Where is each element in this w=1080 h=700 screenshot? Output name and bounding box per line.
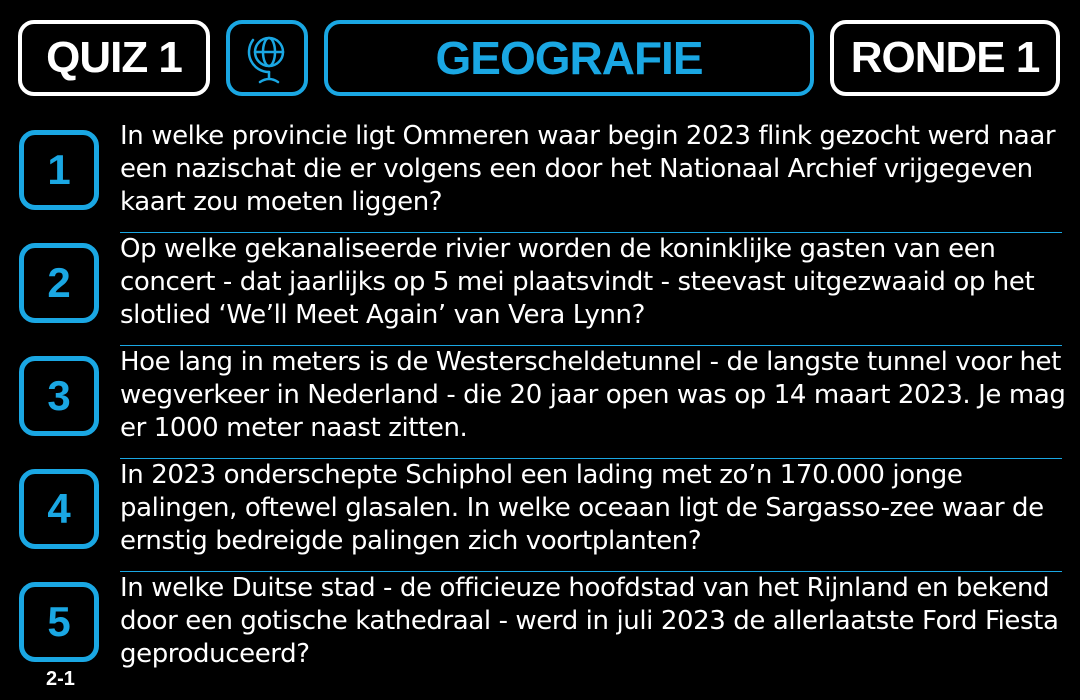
question-number: 2 xyxy=(19,243,99,323)
question-text: In 2023 onderschepte Schiphol een lading met zo’n 170.000 jonge palingen, oftewel glasalen. In welke oceaan ligt de Sargasso-zee waar de ernstig bedreigde palingen zich voortplanten? xyxy=(120,460,1044,556)
question-number: 3 xyxy=(19,356,99,436)
quiz-label: QUIZ 1 xyxy=(18,20,210,96)
globe-icon xyxy=(242,28,292,88)
question-item xyxy=(0,233,1080,346)
topic-title: GEOGRAFIE xyxy=(324,20,814,96)
page-code: 2-1 xyxy=(46,668,75,690)
round-label: RONDE 1 xyxy=(830,20,1060,96)
question-item xyxy=(0,459,1080,572)
question-number: 1 xyxy=(19,130,99,210)
question-text: In welke provincie ligt Ommeren waar begin 2023 flink gezocht werd naar een nazischat die er volgens een door het Nationaal Archief vrijgegeven kaart zou moeten liggen? xyxy=(120,121,1056,217)
question-text: Op welke gekanaliseerde rivier worden de koninklijke gasten van een concert - dat jaarlijks op 5 mei plaatsvindt - steevast uitgezwaaid op het slotlied ‘We’ll Meet Again’ van Vera Lynn? xyxy=(120,234,1035,330)
question-number: 4 xyxy=(19,469,99,549)
question-item xyxy=(0,346,1080,459)
question-text: In welke Duitse stad - de officieuze hoofdstad van het Rijnland en bekend door een gotische kathedraal - werd in juli 2023 de allerlaatste Ford Fiesta geproduceerd? xyxy=(120,573,1059,669)
question-item xyxy=(0,572,1080,685)
question-text: Hoe lang in meters is de Westerscheldetunnel - de langste tunnel voor het wegverkeer in Nederland - die 20 jaar open was op 14 maart 2023. Je mag er 1000 meter naast zitten. xyxy=(120,347,1066,443)
question-number: 5 xyxy=(19,582,99,662)
question-item xyxy=(0,120,1080,233)
header-bar xyxy=(0,20,1080,102)
topic-icon-box xyxy=(226,20,308,96)
